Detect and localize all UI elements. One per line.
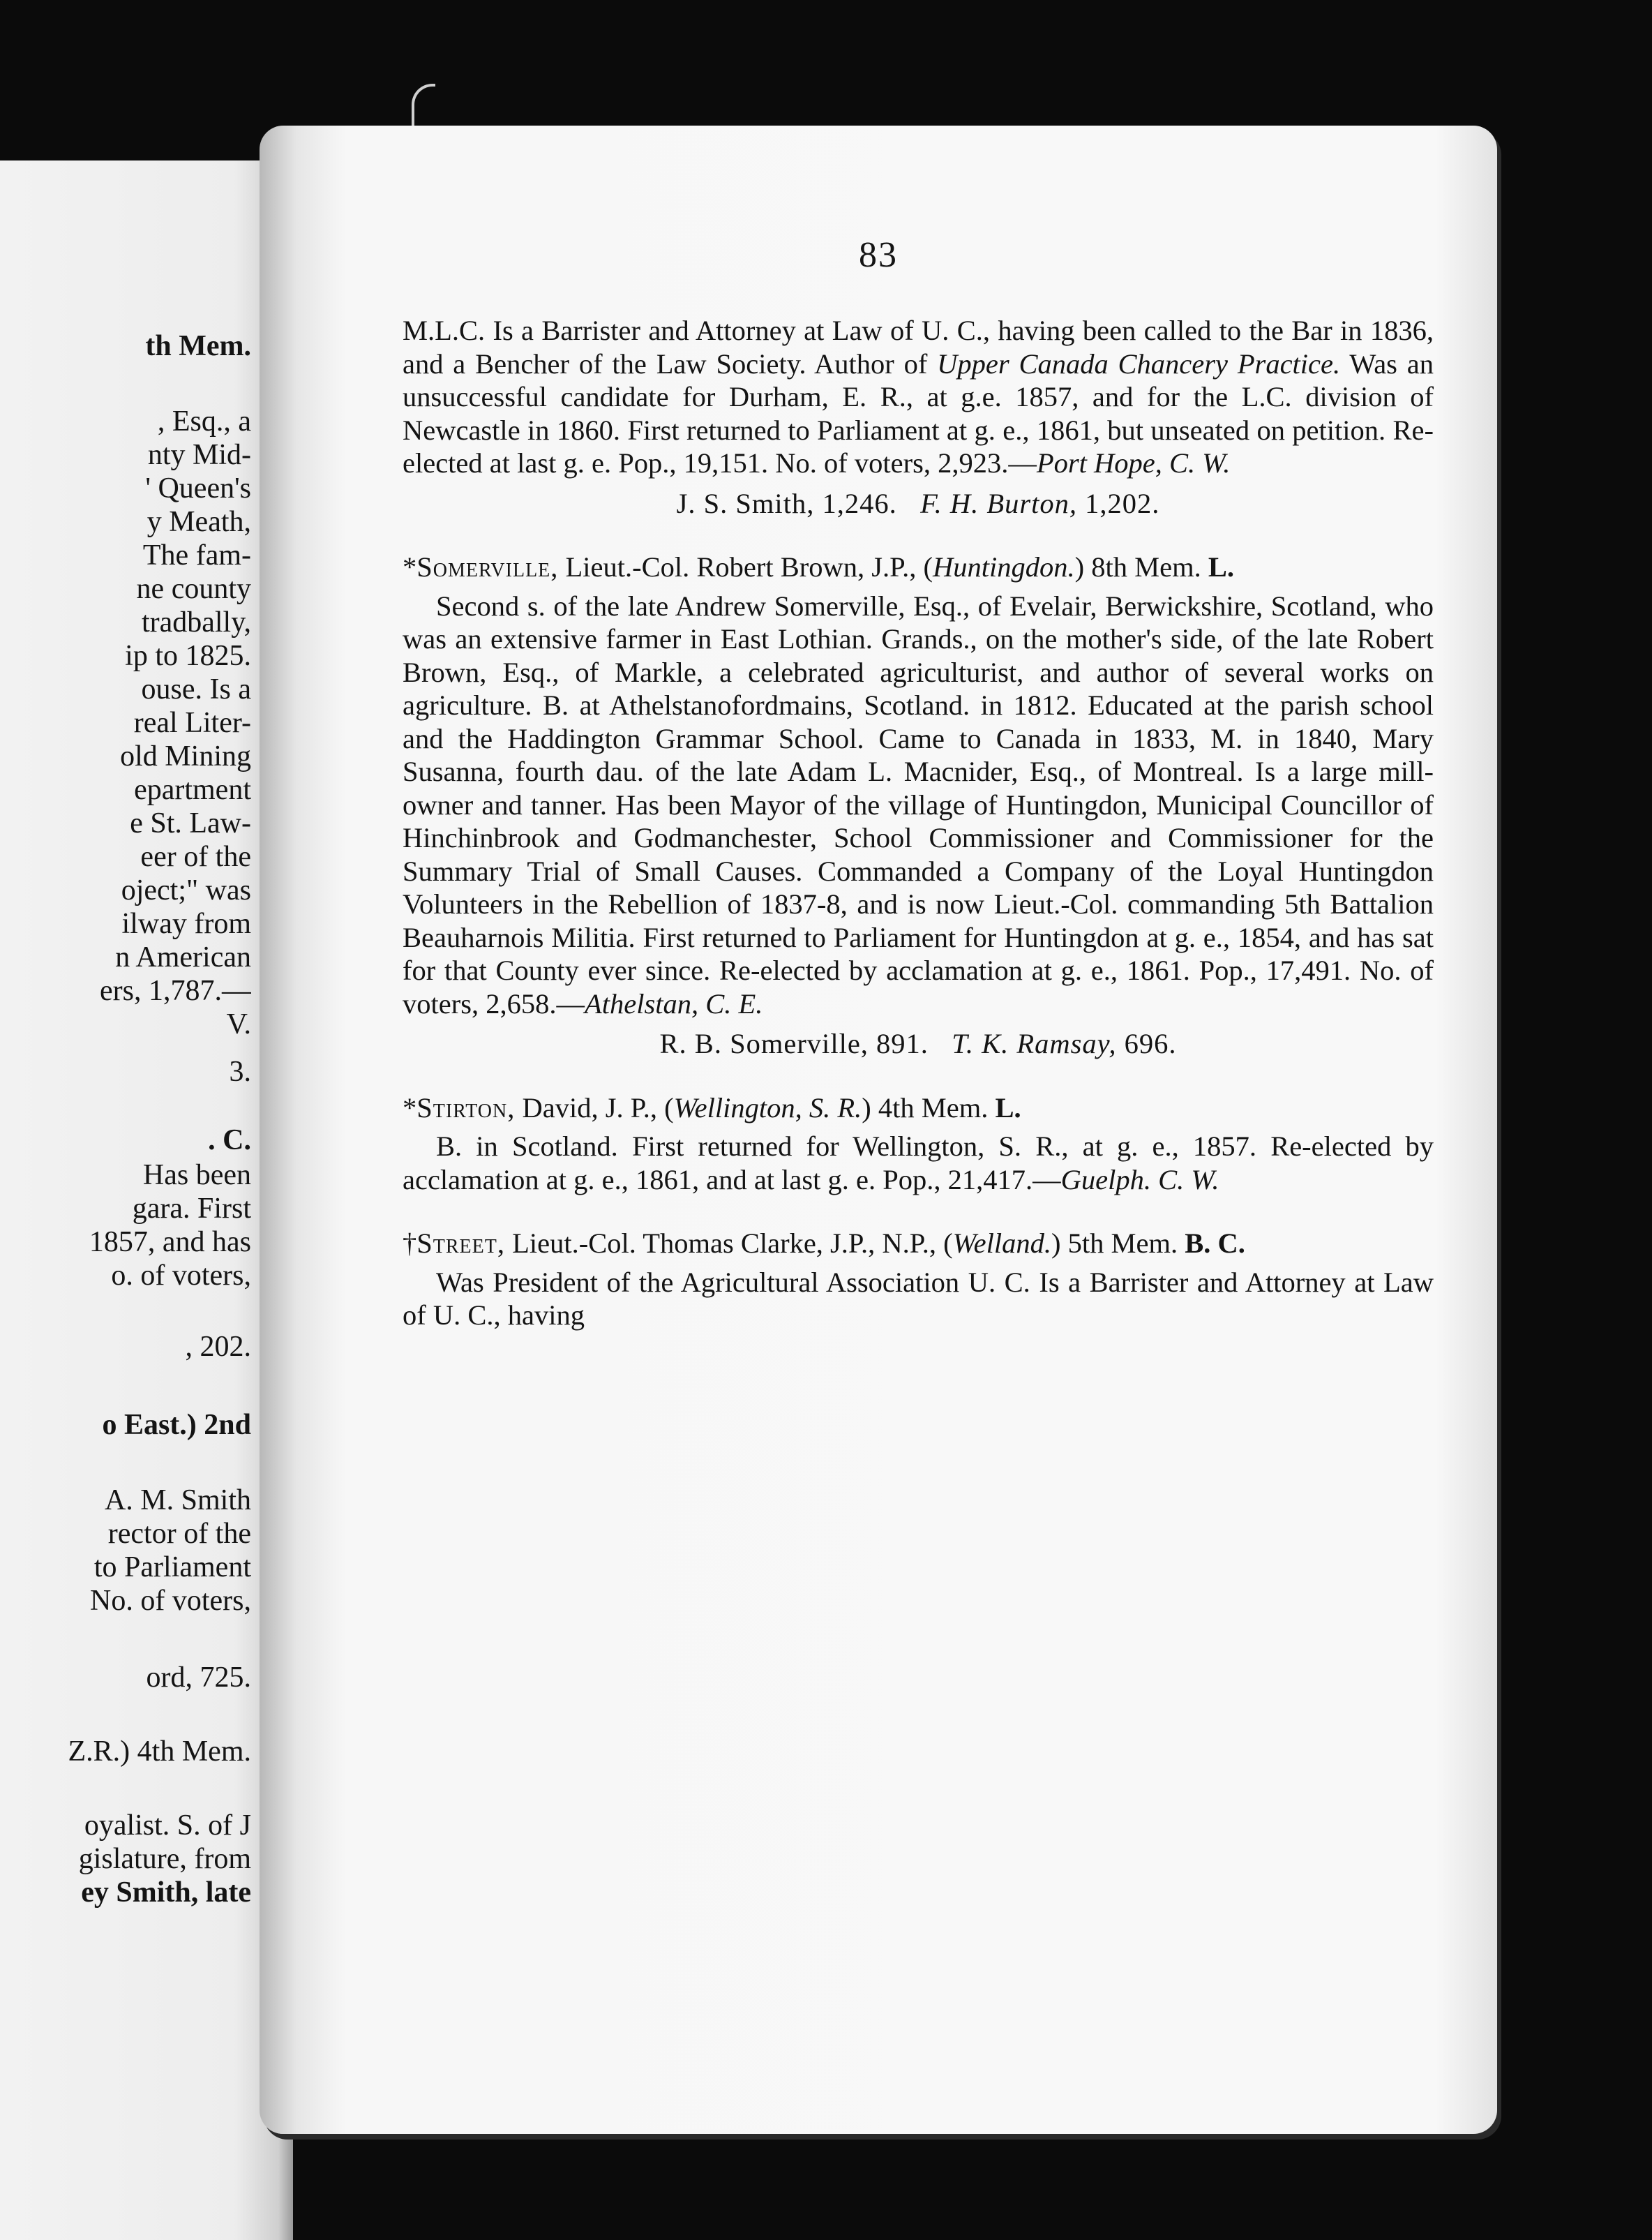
member-surname: Somerville, <box>416 551 559 583</box>
book-title: Upper Canada Chancery Practice. <box>937 348 1341 380</box>
entry-heading <box>403 551 1434 584</box>
left-line: , Esq., a <box>157 405 251 438</box>
party-label: L. <box>995 1091 1021 1123</box>
post-office: Guelph. C. W. <box>1060 1163 1219 1195</box>
left-line: ers, 1,787.— <box>100 975 251 1007</box>
riding-name: Wellington, S. R. <box>673 1091 862 1123</box>
left-line: to Parliament <box>93 1551 251 1583</box>
election-result <box>403 487 1434 521</box>
left-line: e St. Law- <box>130 807 251 839</box>
left-line: A. M. Smith <box>104 1484 251 1516</box>
membership: ) 5th Mem. <box>1051 1227 1185 1259</box>
member-names: Lieut.-Col. Robert Brown, J.P., ( <box>558 551 933 583</box>
entry-heading <box>403 1091 1434 1125</box>
winner-votes: J. S. Smith, 1,246. <box>676 487 897 519</box>
left-line: ey Smith, late <box>81 1876 251 1909</box>
left-line: gislature, from <box>78 1843 251 1875</box>
membership: ) 8th Mem. <box>1074 551 1208 583</box>
left-line: o. of voters, <box>111 1260 251 1292</box>
book-page <box>260 126 1497 2134</box>
riding-name: Welland. <box>952 1227 1051 1259</box>
member-surname: Street, <box>416 1227 505 1259</box>
loser-votes: 1,202. <box>1085 487 1160 519</box>
left-line: y Meath, <box>147 506 251 538</box>
left-line: oject;" was <box>121 874 251 906</box>
left-line: 3. <box>229 1056 251 1088</box>
left-line: V. <box>226 1008 251 1040</box>
left-line: . C. <box>208 1124 251 1156</box>
loser-name: F. H. Burton, <box>920 487 1077 519</box>
left-line: th Mem. <box>145 330 251 362</box>
membership: ) 4th Mem. <box>862 1091 996 1123</box>
entry-body <box>403 1130 1434 1196</box>
left-line: real Liter- <box>133 707 251 739</box>
riding-name: Huntingdon. <box>933 551 1075 583</box>
page-number: 83 <box>859 235 898 275</box>
party-label: L. <box>1208 551 1235 583</box>
entry-heading <box>403 1227 1434 1260</box>
member-marker: * <box>403 1091 417 1123</box>
loser-votes: 696. <box>1124 1028 1177 1059</box>
left-line: , 202. <box>185 1331 251 1363</box>
member-marker: † <box>403 1227 417 1259</box>
left-line: No. of voters, <box>90 1585 251 1617</box>
left-line: ord, 725. <box>146 1662 251 1694</box>
party-label: B. C. <box>1185 1227 1245 1259</box>
left-line: ne county <box>136 573 251 605</box>
member-marker: * <box>403 551 417 583</box>
left-line: 1857, and has <box>89 1226 251 1258</box>
left-line: tradbally, <box>141 606 251 639</box>
member-names: Lieut.-Col. Thomas Clarke, J.P., N.P., ( <box>505 1227 953 1259</box>
left-line: Z.R.) 4th Mem. <box>68 1735 251 1768</box>
left-line: ouse. Is a <box>141 673 251 705</box>
post-office: Athelstan, C. E. <box>584 987 763 1020</box>
left-line: nty Mid- <box>147 439 251 471</box>
entry-text: Second s. of the late Andrew Somerville, Esq., of Evelair, Berwickshire, Scotland, who was an extensive farmer in East Lothian. Grands., on the mother's side, of the late Robert Brown, Esq., of Markle, a celebrated agriculturist, and author of several works on agriculture. B. at Athelstanofordmains, Scotland. in 1812. Educated at the parish school and the Haddington Grammar School. Came to Canada in 1833, M. in 1840, Mary Susanna, fourth dau. of the late Adam L. Macnider, Esq., of Montreal. Is a large mill-owner and tanner. Has been Mayor of the village of Huntingdon, Municipal Councillor of Hinchinbrook and Godmanchester, School Commissioner and Commissioner for the Summary Trial of Small Causes. Commanded a Company of the Loyal Huntingdon Volunteers in the Rebellion of 1837-8, and is now Lieut.-Col. commanding 5th Battalion Beauharnois Militia. First returned to Parliament for Huntingdon at g. e., 1854, and has sat for that County ever since. Re-elected by acclamation at g. e., 1861. Pop., 17,491. No. of voters, 2,658.— <box>403 590 1434 1020</box>
entry-text: Was President of the Agricultural Association U. C. Is a Barrister and Attorney at Law of U. C., having <box>403 1266 1434 1331</box>
left-line: rector of the <box>107 1518 251 1550</box>
member-surname: Stirton, <box>416 1091 516 1123</box>
left-line: o East.) 2nd <box>102 1409 251 1441</box>
entry-text: B. in Scotland. First returned for Wellington, S. R., at g. e., 1857. Re-elected by acclamation at g. e., 1861, and at last g. e. Pop., 21,417.— <box>403 1130 1434 1195</box>
entry-body <box>403 590 1434 1021</box>
previous-page-fragment <box>0 160 293 2240</box>
member-names: David, J. P., ( <box>515 1091 674 1123</box>
entry-body <box>403 1266 1434 1332</box>
left-line: eer of the <box>140 841 251 873</box>
entry-text: Was an unsuccessful candidate for Durham, E. R., at g.e. 1857, and for the L.C. division of Newcastle in 1860. First returned to Parliament at g. e., 1861, but unseated on petition. Re-elected at last g. e. Pop., 19,151. No. of voters, 2,923.— <box>403 348 1434 479</box>
left-line: gara. First <box>132 1193 251 1225</box>
winner-votes: R. B. Somerville, 891. <box>659 1028 929 1059</box>
loser-name: T. K. Ramsay, <box>952 1028 1117 1059</box>
entry-text: M.L.C. Is a Barrister and Attorney at Law of U. C., having been called to the Bar in 1836, and a Bencher of the Law Society. Author of <box>403 315 1434 380</box>
left-line: n American <box>115 941 251 973</box>
page-text <box>403 314 1434 1332</box>
post-office: Port Hope, C. W. <box>1036 447 1231 479</box>
left-line: ip to 1825. <box>125 640 251 672</box>
left-line: epartment <box>134 774 251 806</box>
left-line: The fam- <box>142 539 251 572</box>
left-line: oyalist. S. of J <box>84 1809 251 1842</box>
left-line: ' Queen's <box>145 472 251 505</box>
left-line: Has been <box>142 1159 251 1191</box>
left-line: ilway from <box>121 908 251 940</box>
election-result <box>403 1027 1434 1061</box>
left-line: old Mining <box>120 740 251 772</box>
entry-continuation <box>403 314 1434 480</box>
